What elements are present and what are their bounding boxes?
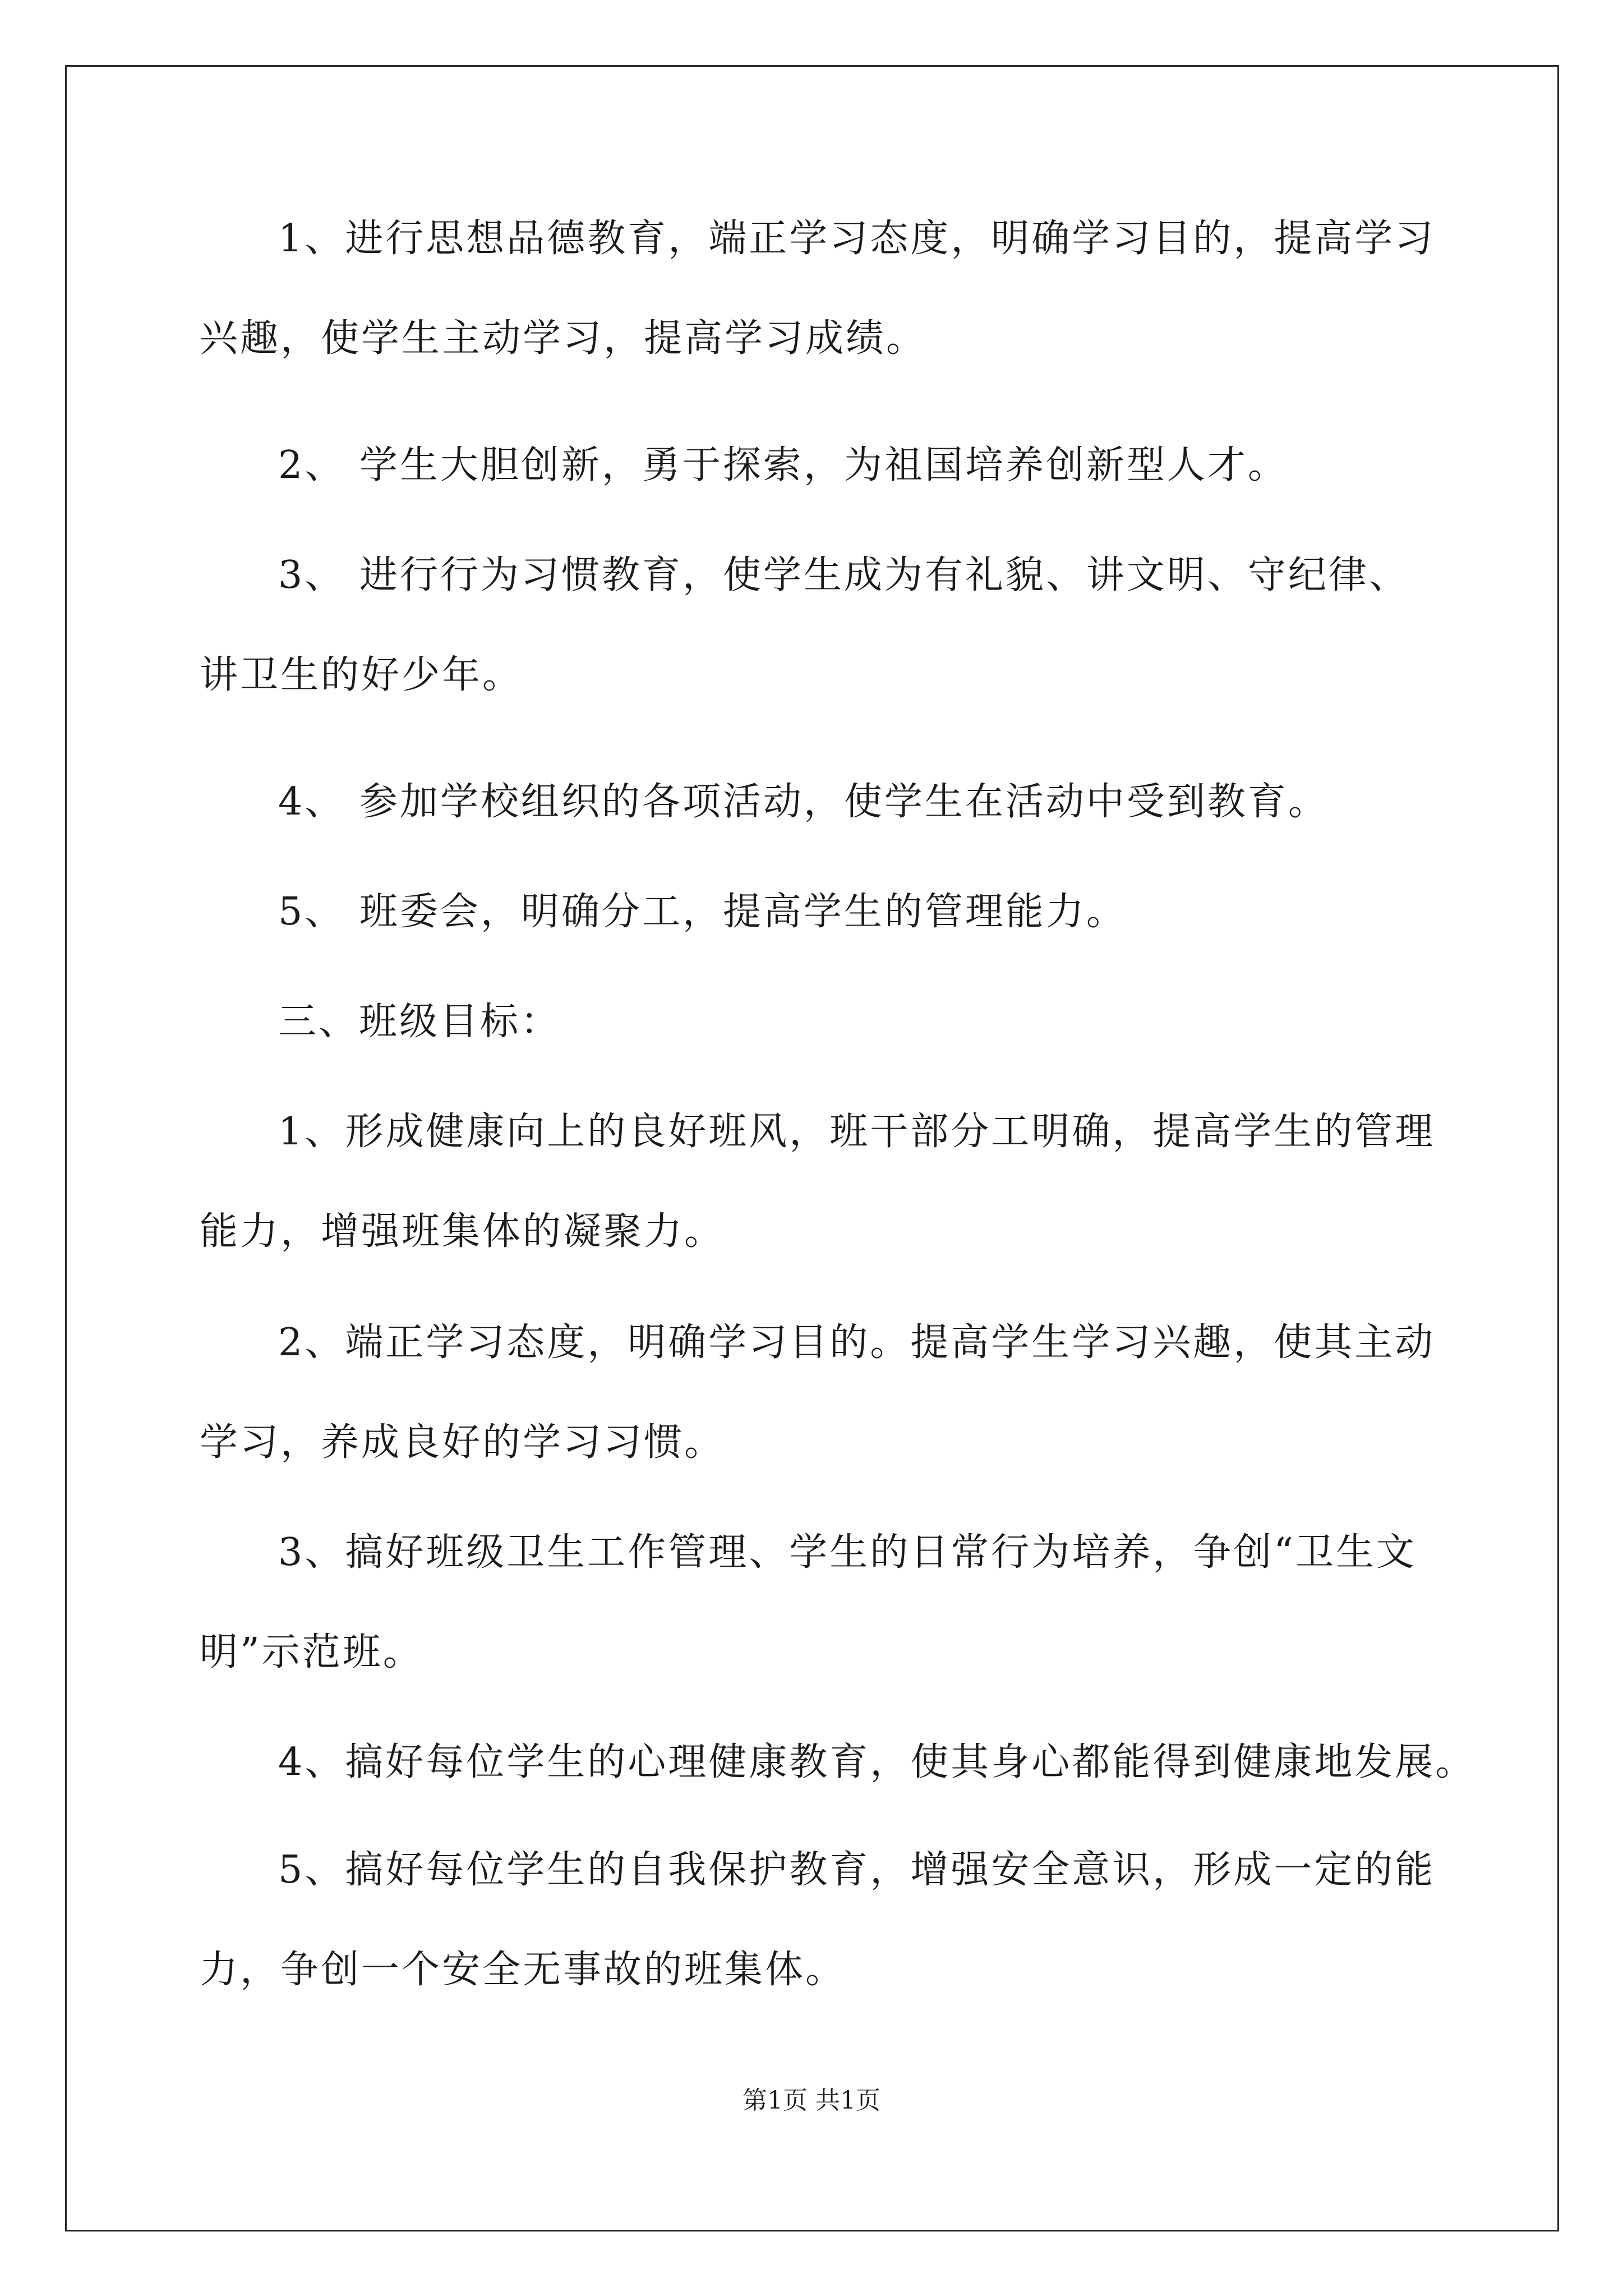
page-number-footer: 第1页 共1页 (743, 2086, 880, 2115)
paragraph-line: 5、 班委会，明确分工，提高学生的管理能力。 (278, 890, 1127, 934)
paragraph-line: 5、搞好每位学生的自我保护教育，增强安全意识，形成一定的能 (278, 1848, 1436, 1892)
paragraph-line: 3、 进行行为习惯教育，使学生成为有礼貌、讲文明、守纪律、 (278, 553, 1409, 597)
paragraph-line: 4、 参加学校组织的各项活动，使学生在活动中受到教育。 (278, 780, 1329, 824)
paragraph-line: 明”示范班。 (200, 1630, 423, 1674)
paragraph-line: 3、搞好班级卫生工作管理、学生的日常行为培养，争创“卫生文 (278, 1530, 1417, 1575)
paragraph-line: 能力，增强班集体的凝聚力。 (200, 1209, 725, 1254)
paragraph-line: 2、 学生大胆创新，勇于探索，为祖国培养创新型人才。 (278, 443, 1288, 487)
paragraph-line: 学习，养成良好的学习习惯。 (200, 1420, 725, 1465)
paragraph-line: 1、进行思想品德教育，端正学习态度，明确学习目的，提高学习 (278, 217, 1436, 261)
paragraph-line: 2、端正学习态度，明确学习目的。提高学生学习兴趣，使其主动 (278, 1320, 1436, 1365)
paragraph-line: 兴趣，使学生主动学习，提高学习成绩。 (200, 316, 927, 361)
paragraph-line: 4、搞好每位学生的心理健康教育，使其身心都能得到健康地发展。 (278, 1740, 1476, 1784)
paragraph-line: 1、形成健康向上的良好班风，班干部分工明确，提高学生的管理 (278, 1110, 1436, 1154)
paragraph-line: 讲卫生的好少年。 (200, 653, 523, 697)
paragraph-line: 力，争创一个安全无事故的班集体。 (200, 1948, 846, 1992)
section-heading: 三、班级目标： (278, 1000, 561, 1044)
